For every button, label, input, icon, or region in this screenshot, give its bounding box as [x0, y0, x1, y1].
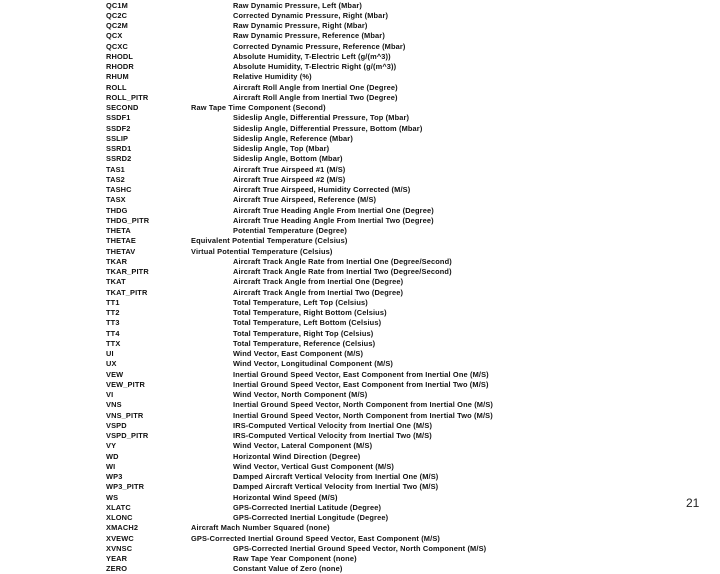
variable-name: XMACH2: [106, 523, 139, 533]
variable-name: VY: [106, 441, 117, 451]
variable-name: VEW: [106, 369, 124, 379]
variable-description: Aircraft Track Angle from Inertial Two (Degree): [233, 287, 404, 297]
variable-description: Damped Aircraft Vertical Velocity from Inertial Two (M/S): [233, 482, 439, 492]
variable-row: [0, 390, 720, 400]
variable-description: Inertial Ground Speed Vector, East Component from Inertial One (M/S): [233, 369, 489, 379]
variable-row: [0, 257, 720, 267]
variable-name: RHODL: [106, 51, 134, 61]
variable-description: Wind Vector, Vertical Gust Component (M/S): [233, 461, 395, 471]
variable-row: [0, 400, 720, 410]
variable-name: ROLL_PITR: [106, 92, 149, 102]
variable-description: Constant Value of Zero (none): [233, 564, 343, 574]
variable-name: VSPD_PITR: [106, 431, 149, 440]
variable-description: Aircraft Mach Number Squared (none): [191, 523, 330, 533]
variable-row: [0, 72, 720, 82]
variable-name: WI: [106, 461, 116, 471]
variable-name: THETAE: [106, 236, 136, 246]
variable-row: [0, 11, 720, 21]
variable-name: WP3_PITR: [106, 482, 145, 492]
variable-description: Aircraft True Airspeed #2 (M/S): [233, 174, 346, 184]
variable-name: WS: [106, 492, 119, 502]
variable-description: Horizontal Wind Direction (Degree): [233, 451, 361, 461]
variable-description: Wind Vector, Longitudinal Component (M/S): [233, 359, 394, 369]
variable-description: Aircraft Track Angle Rate from Inertial One (Degree/Second): [233, 256, 452, 266]
variable-row: [0, 93, 720, 103]
variable-row: [0, 52, 720, 62]
variable-description: Total Temperature, Reference (Celsius): [233, 338, 376, 348]
variable-name: TAS1: [106, 164, 125, 174]
variable-description: Equivalent Potential Temperature (Celsius): [191, 236, 348, 246]
variable-description: Virtual Potential Temperature (Celsius): [191, 246, 333, 256]
variable-name: XLATC: [106, 502, 131, 512]
variable-row: [0, 236, 720, 246]
variable-name: TASX: [106, 195, 126, 205]
variable-name: TT4: [106, 328, 120, 338]
variable-row: [0, 134, 720, 144]
variable-description: Aircraft True Airspeed, Humidity Corrected (M/S): [233, 185, 411, 194]
variable-description: Aircraft True Airspeed, Reference (M/S): [233, 195, 377, 205]
variable-description: Relative Humidity (%): [233, 72, 312, 82]
variable-description: Raw Tape Time Component (Second): [191, 103, 326, 112]
variable-name: YEAR: [106, 554, 128, 563]
variable-description: Total Temperature, Left Bottom (Celsius): [233, 318, 382, 328]
variable-name: QCXC: [106, 41, 128, 51]
variable-description: Sideslip Angle, Differential Pressure, Top (Mbar): [233, 113, 410, 123]
variable-row: [0, 195, 720, 205]
variable-name: TT3: [106, 318, 120, 328]
variable-description: Raw Dynamic Pressure, Reference (Mbar): [233, 31, 385, 41]
variable-description: IRS-Computed Vertical Velocity from Inertial One (M/S): [233, 420, 433, 430]
variable-name: ROLL: [106, 82, 127, 92]
variable-row: [0, 267, 720, 277]
variable-row: [0, 329, 720, 339]
variable-name: QC2C: [106, 10, 128, 20]
variable-row: [0, 513, 720, 523]
variable-name: SSRD1: [106, 144, 132, 153]
variable-row: [0, 103, 720, 113]
variable-description: Wind Vector, North Component (M/S): [233, 390, 368, 399]
variable-row: [0, 154, 720, 164]
variable-name: WP3: [106, 472, 123, 481]
variable-name: TTX: [106, 338, 121, 348]
variable-name: SSDF2: [106, 123, 131, 133]
variable-row: [0, 308, 720, 318]
variable-description: Absolute Humidity, T-Electric Left (g/(m^3)): [233, 51, 391, 61]
variable-row: [0, 441, 720, 451]
variable-description: Inertial Ground Speed Vector, North Component from Inertial One (M/S): [233, 400, 494, 410]
variable-row: [0, 534, 720, 544]
variable-description: Aircraft Track Angle Rate from Inertial Two (Degree/Second): [233, 267, 452, 276]
variable-row: [0, 493, 720, 503]
variable-name: VSPD: [106, 420, 127, 430]
variable-row: [0, 277, 720, 287]
variable-name: XVNSC: [106, 543, 133, 553]
variable-row: [0, 113, 720, 123]
variable-row: [0, 288, 720, 298]
variable-row: [0, 298, 720, 308]
variable-row: [0, 216, 720, 226]
variable-description: GPS-Corrected Inertial Ground Speed Vector, North Component (M/S): [233, 543, 487, 553]
variable-name: TT2: [106, 308, 120, 317]
variable-row: [0, 31, 720, 41]
variable-name: SSRD2: [106, 154, 132, 164]
variable-description: Aircraft True Heading Angle From Inertial One (Degree): [233, 205, 434, 215]
variable-name: QC2M: [106, 21, 128, 30]
variable-row: [0, 421, 720, 431]
variable-name: TKAR_PITR: [106, 267, 149, 276]
variable-row: [0, 206, 720, 216]
variable-name: UI: [106, 349, 114, 358]
variable-description: Aircraft Roll Angle from Inertial One (Degree): [233, 82, 398, 92]
variable-name: VNS_PITR: [106, 410, 144, 420]
variable-description: Horizontal Wind Speed (M/S): [233, 492, 338, 502]
variable-description: Raw Dynamic Pressure, Right (Mbar): [233, 21, 368, 30]
variable-row: [0, 1, 720, 11]
variable-row: [0, 462, 720, 472]
variable-name: SSLIP: [106, 133, 129, 143]
variable-description: Wind Vector, Lateral Component (M/S): [233, 441, 373, 451]
variable-description: Absolute Humidity, T-Electric Right (g/(m^3)): [233, 62, 397, 71]
variable-row: [0, 339, 720, 349]
variable-description: Wind Vector, East Component (M/S): [233, 349, 364, 358]
variable-description: Aircraft Roll Angle from Inertial Two (Degree): [233, 92, 398, 102]
variable-row: [0, 21, 720, 31]
variable-description: Raw Tape Year Component (none): [233, 554, 357, 563]
variable-row: [0, 411, 720, 421]
variable-name: TAS2: [106, 174, 125, 184]
variable-row: [0, 247, 720, 257]
variable-description: GPS-Corrected Inertial Longitude (Degree): [233, 513, 389, 522]
variable-row: [0, 431, 720, 441]
variable-name: UX: [106, 359, 117, 369]
variable-name: TKAT_PITR: [106, 287, 148, 297]
variable-name: XLONC: [106, 513, 133, 522]
variable-row: [0, 42, 720, 52]
variable-row: [0, 359, 720, 369]
variable-row: [0, 523, 720, 533]
variable-row: [0, 380, 720, 390]
variable-name: SSDF1: [106, 113, 131, 123]
variable-row: [0, 144, 720, 154]
variable-name: TASHC: [106, 185, 132, 194]
variable-row: [0, 83, 720, 93]
variable-row: [0, 185, 720, 195]
variable-name: TKAT: [106, 277, 126, 287]
variable-description: Sideslip Angle, Differential Pressure, Bottom (Mbar): [233, 123, 423, 133]
variable-description: Damped Aircraft Vertical Velocity from Inertial One (M/S): [233, 472, 439, 481]
variable-name: VI: [106, 390, 114, 399]
variable-name: WD: [106, 451, 119, 461]
variable-row: [0, 62, 720, 72]
variable-description: Corrected Dynamic Pressure, Reference (Mbar): [233, 41, 406, 51]
variable-description: Aircraft True Airspeed #1 (M/S): [233, 164, 346, 174]
variable-name: TT1: [106, 297, 120, 307]
variable-row: [0, 472, 720, 482]
variable-row: [0, 554, 720, 564]
variable-row: [0, 165, 720, 175]
variable-description: Sideslip Angle, Reference (Mbar): [233, 133, 353, 143]
variable-description: Potential Temperature (Degree): [233, 226, 348, 235]
variable-name: THDG_PITR: [106, 215, 150, 225]
variable-row: [0, 175, 720, 185]
variable-row: [0, 544, 720, 554]
variable-description: Total Temperature, Right Bottom (Celsius): [233, 308, 387, 317]
variable-description: Total Temperature, Left Top (Celsius): [233, 297, 368, 307]
variable-name: VNS: [106, 400, 122, 410]
variable-row: [0, 482, 720, 492]
variable-row: [0, 564, 720, 574]
variable-name: RHUM: [106, 72, 129, 82]
variable-row: [0, 318, 720, 328]
variable-description: Corrected Dynamic Pressure, Right (Mbar): [233, 10, 389, 20]
variable-description: Aircraft True Heading Angle From Inertial Two (Degree): [233, 215, 434, 225]
variable-name: QCX: [106, 31, 123, 41]
variable-name: ZERO: [106, 564, 128, 574]
variable-name: THETA: [106, 226, 131, 235]
variable-row: [0, 349, 720, 359]
variable-description: IRS-Computed Vertical Velocity from Inertial Two (M/S): [233, 431, 432, 440]
variable-name: VEW_PITR: [106, 379, 145, 389]
variable-row: [0, 226, 720, 236]
variable-row: [0, 124, 720, 134]
variable-description: Inertial Ground Speed Vector, North Component from Inertial Two (M/S): [233, 410, 493, 420]
variable-name: THETAV: [106, 246, 136, 256]
variable-description: GPS-Corrected Inertial Ground Speed Vector, East Component (M/S): [191, 533, 441, 543]
variable-description: Sideslip Angle, Bottom (Mbar): [233, 154, 343, 164]
variable-description: Aircraft Track Angle from Inertial One (Degree): [233, 277, 404, 287]
variable-name: SECOND: [106, 103, 139, 112]
variable-row: [0, 452, 720, 462]
variable-name: XVEWC: [106, 533, 134, 543]
variable-description: GPS-Corrected Inertial Latitude (Degree): [233, 502, 382, 512]
variable-row: [0, 503, 720, 513]
variable-name: TKAR: [106, 256, 128, 266]
page-number: 21: [686, 496, 700, 510]
variable-description: Raw Dynamic Pressure, Left (Mbar): [233, 0, 362, 10]
variable-name: QC1M: [106, 0, 128, 10]
variable-description: Inertial Ground Speed Vector, East Component from Inertial Two (M/S): [233, 379, 489, 389]
variable-name: RHODR: [106, 62, 134, 71]
variable-name: THDG: [106, 205, 128, 215]
variable-row: [0, 370, 720, 380]
variable-description: Total Temperature, Right Top (Celsius): [233, 328, 374, 338]
variable-description: Sideslip Angle, Top (Mbar): [233, 144, 330, 153]
